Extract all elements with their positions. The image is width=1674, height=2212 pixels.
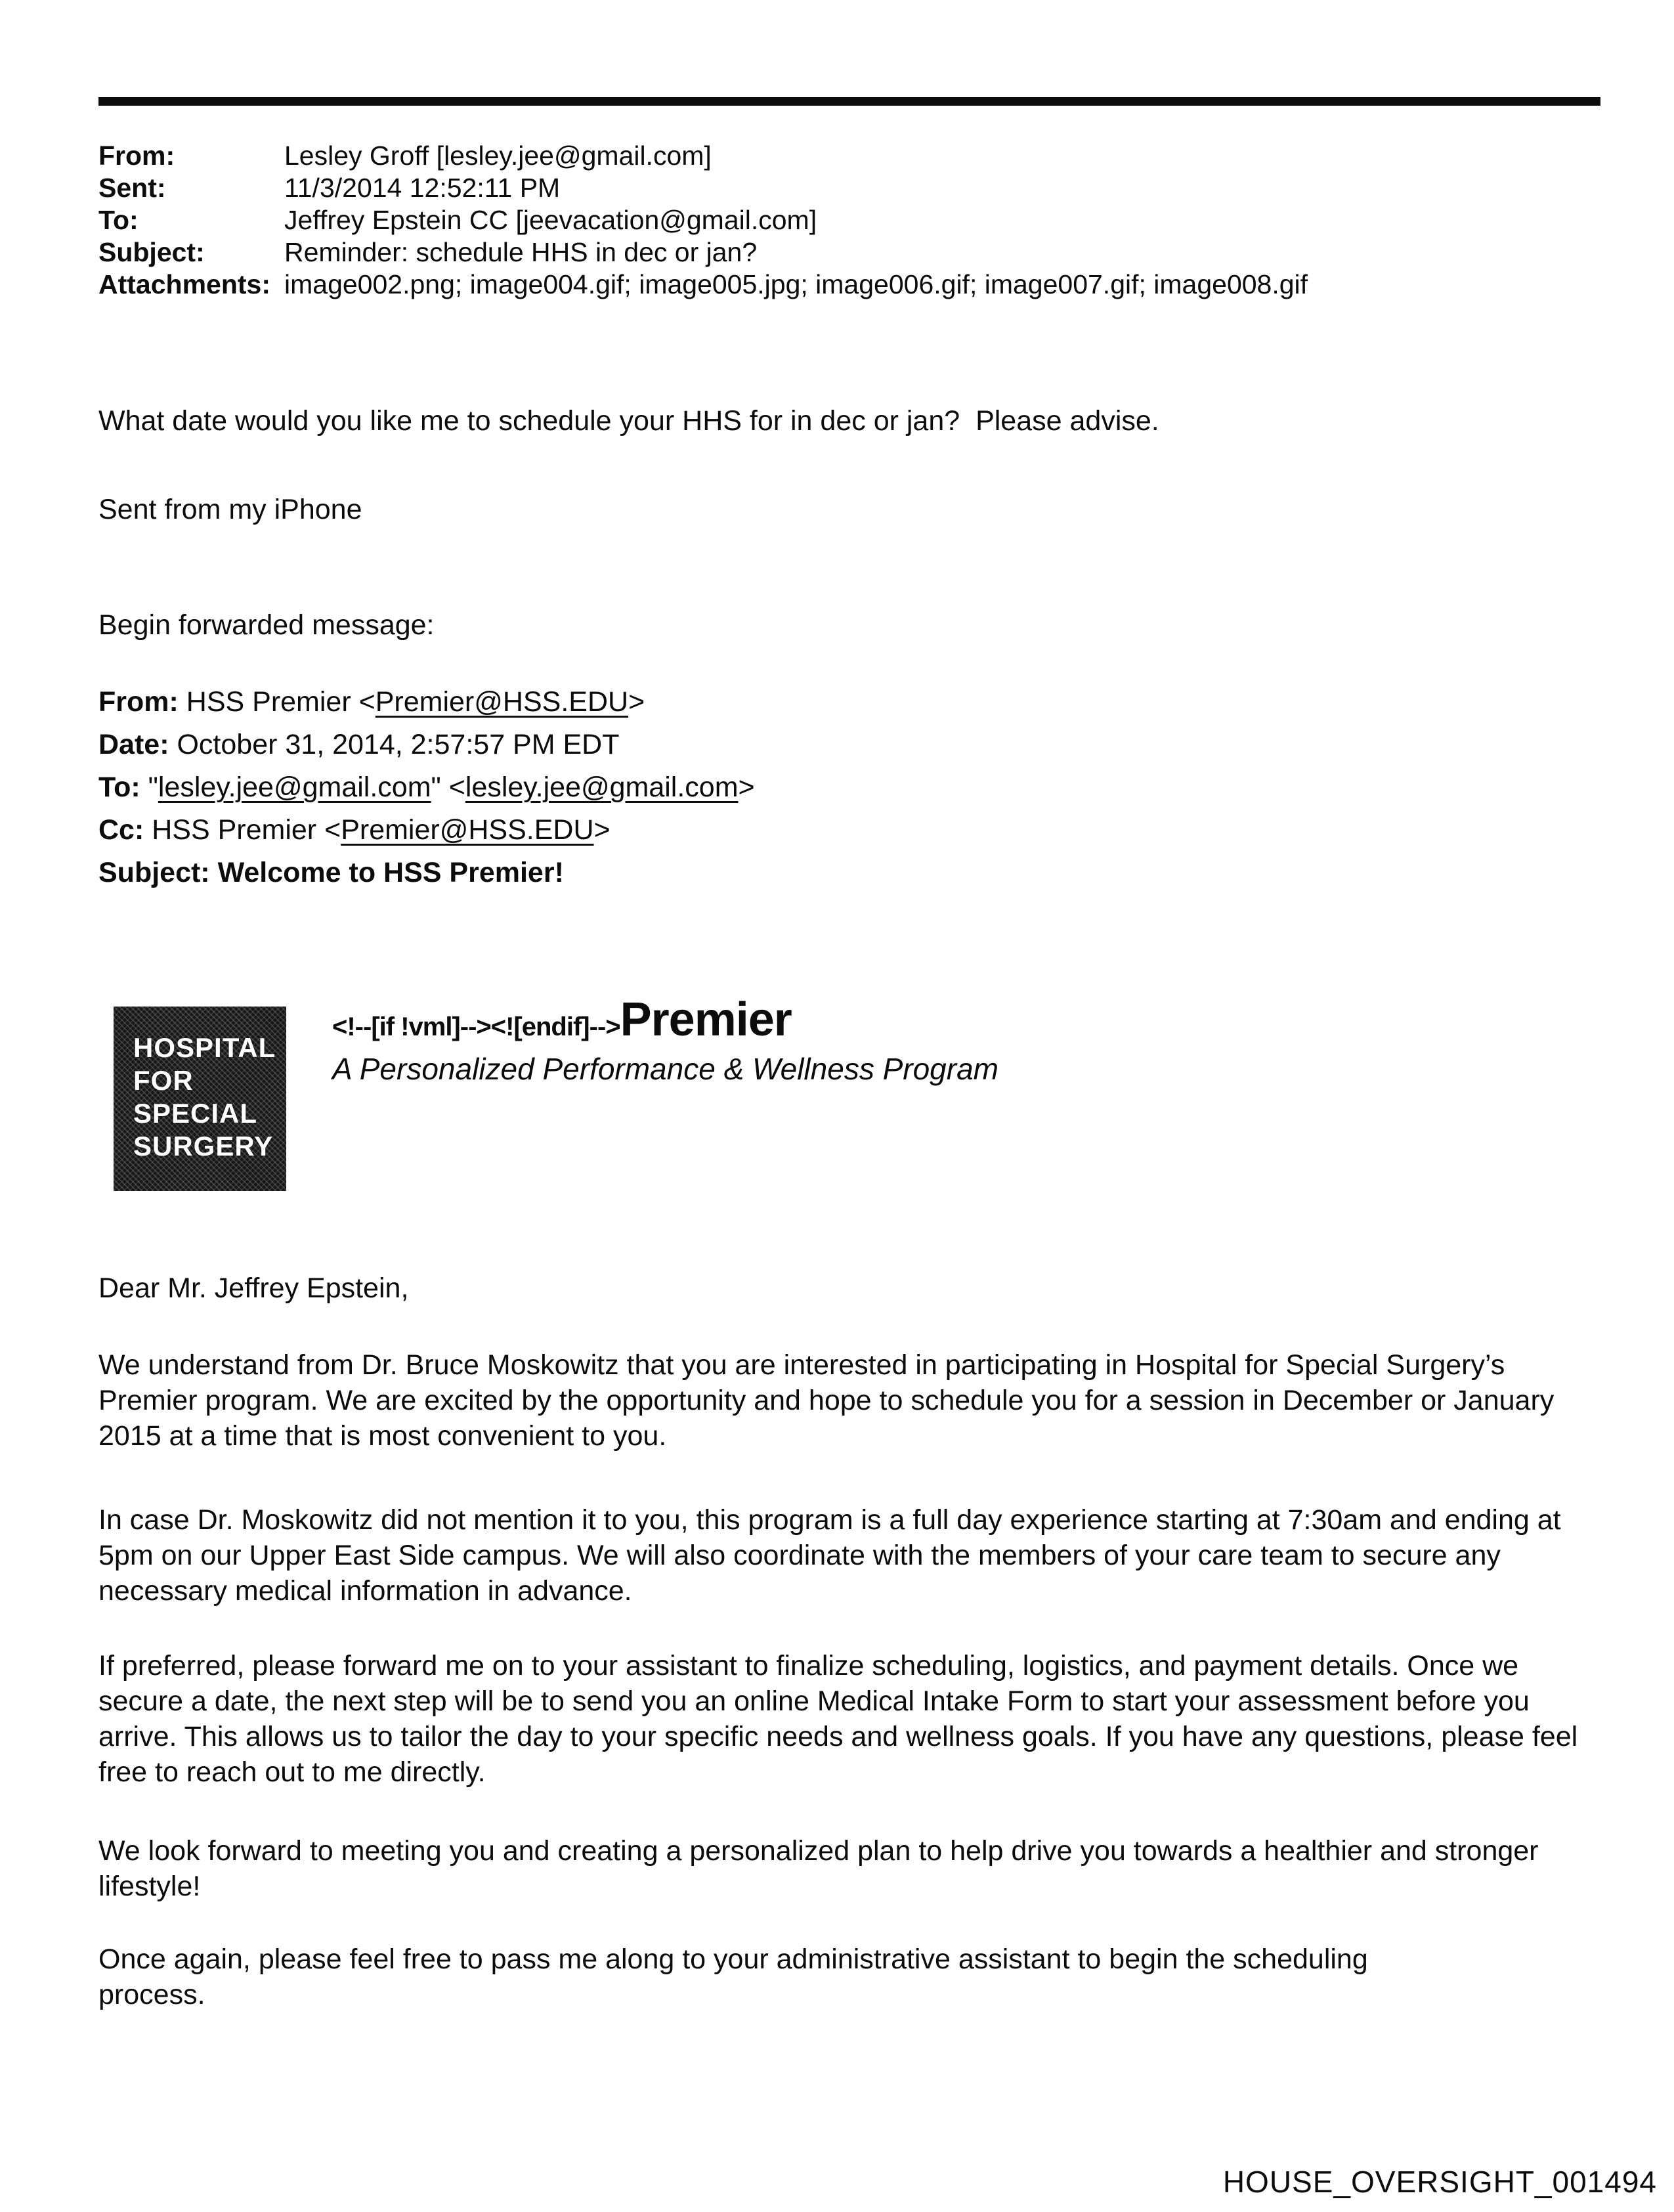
email-header-block — [98, 140, 1308, 301]
forwarded-header-label: Subject: — [98, 857, 218, 888]
email-header-row — [98, 236, 1308, 269]
hss-logo-text — [133, 1031, 286, 1163]
paragraph-line: arrive. This allows us to tailor the day to your specific needs and wellness goals. If you have any questions, please feel — [98, 1721, 1578, 1752]
hss-logo-line: SURGERY — [133, 1131, 274, 1161]
email-header-row — [98, 204, 1308, 236]
forwarded-header-row — [98, 852, 755, 894]
email-header-value: Reminder: schedule HHS in dec or jan? — [284, 237, 758, 267]
forwarded-header-label: To: — [98, 771, 148, 803]
forwarded-header-row — [98, 809, 755, 852]
forwarded-header-value: HSS Premier < — [152, 814, 341, 846]
forwarded-header-value: > — [738, 771, 755, 803]
email-header-label: Sent: — [98, 173, 166, 203]
letter-paragraph — [98, 1941, 1648, 2012]
bates-number: HOUSE_OVERSIGHT_001494 — [1222, 2165, 1657, 2199]
hss-logo-line: HOSPITAL — [133, 1032, 276, 1063]
letter-salutation: Dear Mr. Jeffrey Epstein, — [98, 1272, 409, 1304]
paragraph-line: If preferred, please forward me on to your assistant to finalize scheduling, logistics, and payment details. Once we — [98, 1650, 1519, 1681]
forwarded-header-label: Cc: — [98, 814, 152, 846]
hss-logo-line: SPECIAL — [133, 1098, 258, 1129]
forwarded-header-value: " — [148, 771, 158, 803]
email-header-label: Subject: — [98, 237, 205, 267]
program-tagline: A Personalized Performance & Wellness Program — [332, 1052, 998, 1086]
forwarded-header-value: > — [628, 686, 645, 718]
forwarded-header-value: > — [593, 814, 611, 846]
paragraph-line: Once again, please feel free to pass me along to your administrative assistant to begin the scheduling — [98, 1943, 1368, 1975]
email-header-row — [98, 172, 1308, 204]
paragraph-line: free to reach out to me directly. — [98, 1756, 486, 1788]
email-header-row — [98, 269, 1308, 301]
forward-notice: Begin forwarded message: — [98, 609, 435, 641]
letter-paragraph — [98, 1347, 1648, 1454]
hss-logo-line: FOR — [133, 1065, 194, 1096]
paragraph-line: In case Dr. Moskowitz did not mention it to you, this program is a full day experience starting at 7:30am and ending at — [98, 1504, 1561, 1536]
forwarded-header-row — [98, 766, 755, 809]
forwarded-header-block — [98, 681, 755, 894]
forwarded-header-label: From: — [98, 686, 186, 718]
hss-logo — [114, 1007, 286, 1191]
forwarded-header-row — [98, 724, 755, 766]
forwarded-header-value: Welcome to HSS Premier! — [217, 857, 564, 888]
forwarded-header-value: October 31, 2014, 2:57:57 PM EDT — [177, 729, 620, 760]
email-address-link: Premier@HSS.EDU — [341, 814, 594, 846]
paragraph-line: necessary medical information in advance. — [98, 1575, 632, 1607]
paragraph-line: 2015 at a time that is most convenient to you. — [98, 1420, 667, 1452]
header-divider-rule — [98, 97, 1600, 106]
email-header-label: Attachments: — [98, 269, 270, 299]
program-name-heading: Premier — [620, 993, 792, 1046]
email-address-link: lesley.jee@gmail.com — [465, 771, 739, 803]
paragraph-line: lifestyle! — [98, 1871, 201, 1902]
letter-paragraph — [98, 1648, 1648, 1790]
email-header-value: Lesley Groff [lesley.jee@gmail.com] — [284, 141, 712, 171]
forwarded-header-label: Date: — [98, 729, 177, 760]
email-header-label: To: — [98, 205, 139, 235]
email-header-value: 11/3/2014 12:52:11 PM — [284, 173, 561, 203]
forwarded-header-value: " < — [431, 771, 465, 803]
paragraph-line: We look forward to meeting you and creating a personalized plan to help drive you towards a healthier and stronger — [98, 1835, 1539, 1867]
paragraph-line: process. — [98, 1979, 205, 2010]
paragraph-line: Premier program. We are excited by the opportunity and hope to schedule you for a session in December or January — [98, 1385, 1555, 1416]
forwarded-header-value: HSS Premier < — [186, 686, 376, 718]
email-address-link: Premier@HSS.EDU — [375, 686, 629, 718]
paragraph-line: secure a date, the next step will be to send you an online Medical Intake Form to start your assessment before you — [98, 1685, 1530, 1717]
email-header-value: Jeffrey Epstein CC [jeevacation@gmail.com] — [284, 205, 817, 235]
letter-paragraph — [98, 1833, 1648, 1904]
email-address-link: lesley.jee@gmail.com — [158, 771, 431, 803]
email-header-value: image002.png; image004.gif; image005.jpg; image006.gif; image007.gif; image008.gif — [284, 269, 1308, 299]
paragraph-line: We understand from Dr. Bruce Moskowitz that you are interested in participating in Hospital for Special Surgery’s — [98, 1349, 1505, 1381]
mobile-signature: Sent from my iPhone — [98, 494, 362, 525]
email-header-row — [98, 140, 1308, 172]
vml-conditional-comment-text: <!--[if !vml]--><![endif]--> — [332, 1012, 620, 1041]
forwarded-header-row — [98, 681, 755, 724]
email-header-label: From: — [98, 141, 175, 171]
paragraph-line: 5pm on our Upper East Side campus. We will also coordinate with the members of your care team to secure any — [98, 1540, 1501, 1571]
brand-row — [332, 993, 792, 1047]
letter-paragraph — [98, 1502, 1648, 1609]
message-body-line: What date would you like me to schedule your HHS for in dec or jan? Please advise. — [98, 405, 1159, 437]
